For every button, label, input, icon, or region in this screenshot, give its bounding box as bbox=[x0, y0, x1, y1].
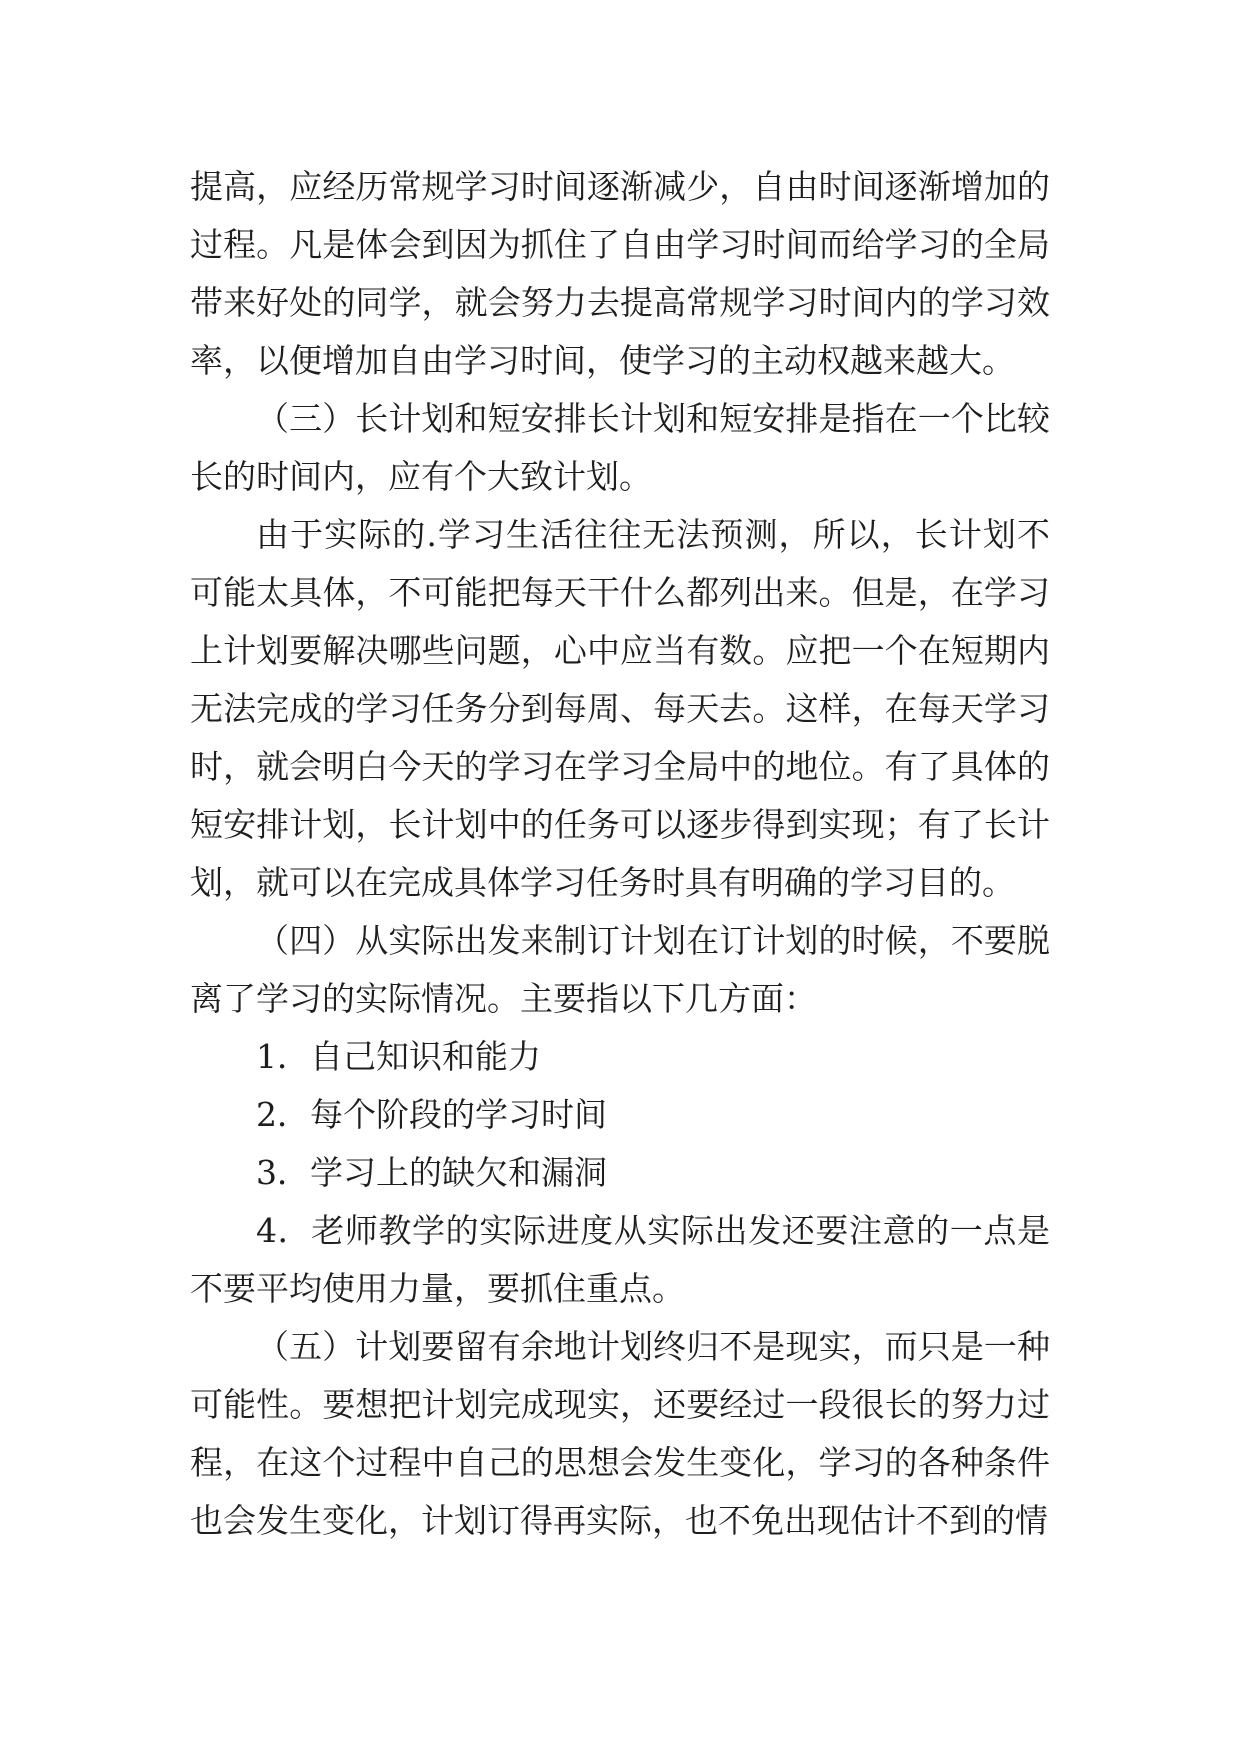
document-body bbox=[190, 158, 1050, 1550]
paragraph-section-five: （五）计划要留有余地计划终归不是现实，而只是一种可能性。要想把计划完成现实，还要经过一段很长的努力过程，在这个过程中自己的思想会发生变化，学习的各种条件也会发生变化，计划订得再实际，也不免出现估计不到的情 bbox=[190, 1327, 1050, 1540]
list-item-2: 2．每个阶段的学习时间 bbox=[256, 1095, 607, 1134]
list-item-1: 1．自己知识和能力 bbox=[256, 1037, 541, 1076]
list-item-3: 3．学习上的缺欠和漏洞 bbox=[256, 1153, 607, 1192]
list-item-4: 4．老师教学的实际进度从实际出发还要注意的一点是不要平均使用力量，要抓住重点。 bbox=[190, 1211, 1050, 1308]
paragraph-section-four: （四）从实际出发来制订计划在订计划的时候，不要脱离了学习的实际情况。主要指以下几方面： bbox=[190, 921, 1050, 1018]
paragraph-continuation: 提高，应经历常规学习时间逐渐减少，自由时间逐渐增加的过程。凡是体会到因为抓住了自由学习时间而给学习的全局带来好处的同学，就会努力去提高常规学习时间内的学习效率，以便增加自由学习时间，使学习的主动权越来越大。 bbox=[190, 167, 1050, 380]
paragraph-long-plan: 由于实际的.学习生活往往无法预测，所以，长计划不可能太具体，不可能把每天干什么都列出来。但是，在学习上计划要解决哪些问题，心中应当有数。应把一个在短期内无法完成的学习任务分到每周、每天去。这样，在每天学习时，就会明白今天的学习在学习全局中的地位。有了具体的短安排计划，长计划中的任务可以逐步得到实现；有了长计划，就可以在完成具体学习任务时具有明确的学习目的。 bbox=[190, 515, 1050, 902]
paragraph-section-three: （三）长计划和短安排长计划和短安排是指在一个比较长的时间内，应有个大致计划。 bbox=[190, 399, 1050, 496]
